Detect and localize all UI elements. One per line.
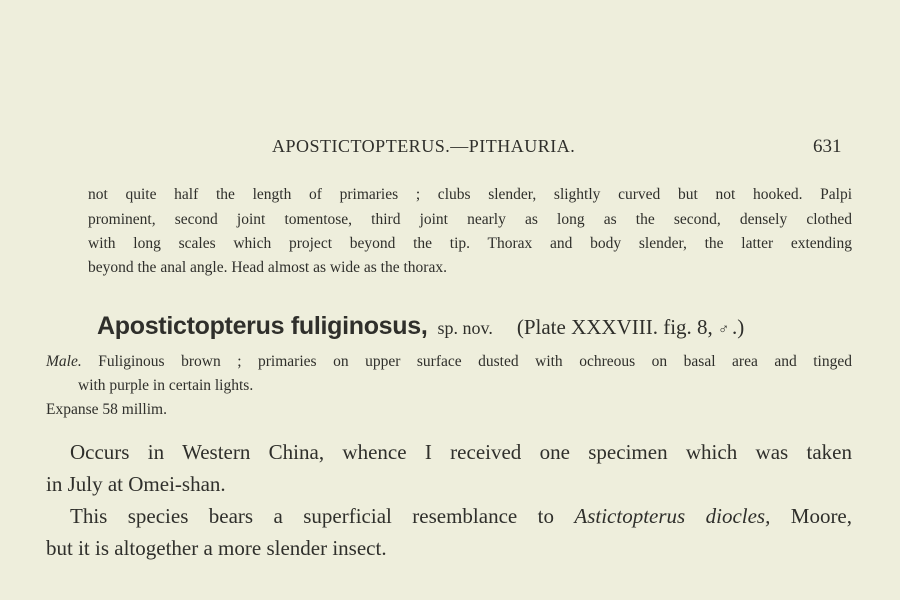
plate-reference-close: .) — [732, 315, 745, 339]
species-reference: Astictopterus diocles, — [574, 504, 771, 528]
intro-line-3: with long scales which project beyond the tip. Thorax and body slender, the latter extending — [88, 235, 852, 252]
description-text: Fuliginous brown ; primaries on upper surface dusted with ochreous on basal area and tinged — [98, 353, 852, 370]
note-line-4: but it is altogether a more slender insect. — [46, 536, 387, 560]
expanse-line: Expanse 58 millim. — [46, 401, 167, 418]
note-line-3 — [70, 504, 852, 529]
male-symbol-icon: ♂ — [718, 322, 730, 338]
intro-line-2: prominent, second joint tomentose, third joint nearly as long as the second, densely clothed — [88, 211, 852, 228]
description-line-1 — [46, 353, 852, 371]
sex-label: Male. — [46, 353, 82, 370]
description-line-2: with purple in certain lights. — [78, 377, 254, 394]
species-status: sp. nov. — [437, 318, 493, 338]
note-text-after: Moore, — [790, 504, 853, 528]
note-text-before: This species bears a superficial resemblance to — [70, 504, 554, 528]
plate-reference — [517, 315, 744, 339]
page-number: 631 — [813, 136, 842, 157]
intro-line-1: not quite half the length of primaries ; clubs slender, slightly curved but not hooked. Palpi — [88, 186, 852, 203]
species-name: Apostictopterus fuliginosus, — [97, 312, 428, 340]
intro-line-4: beyond the anal angle. Head almost as wide as the thorax. — [88, 259, 447, 276]
running-head: APOSTICTOPTERUS.—PITHAURIA. — [272, 136, 576, 156]
note-line-1: Occurs in Western China, whence I received one specimen which was taken — [70, 440, 852, 464]
note-line-2: in July at Omei-shan. — [46, 472, 226, 496]
species-heading — [97, 312, 744, 341]
plate-reference-text: (Plate XXXVIII. fig. 8, — [516, 315, 713, 339]
